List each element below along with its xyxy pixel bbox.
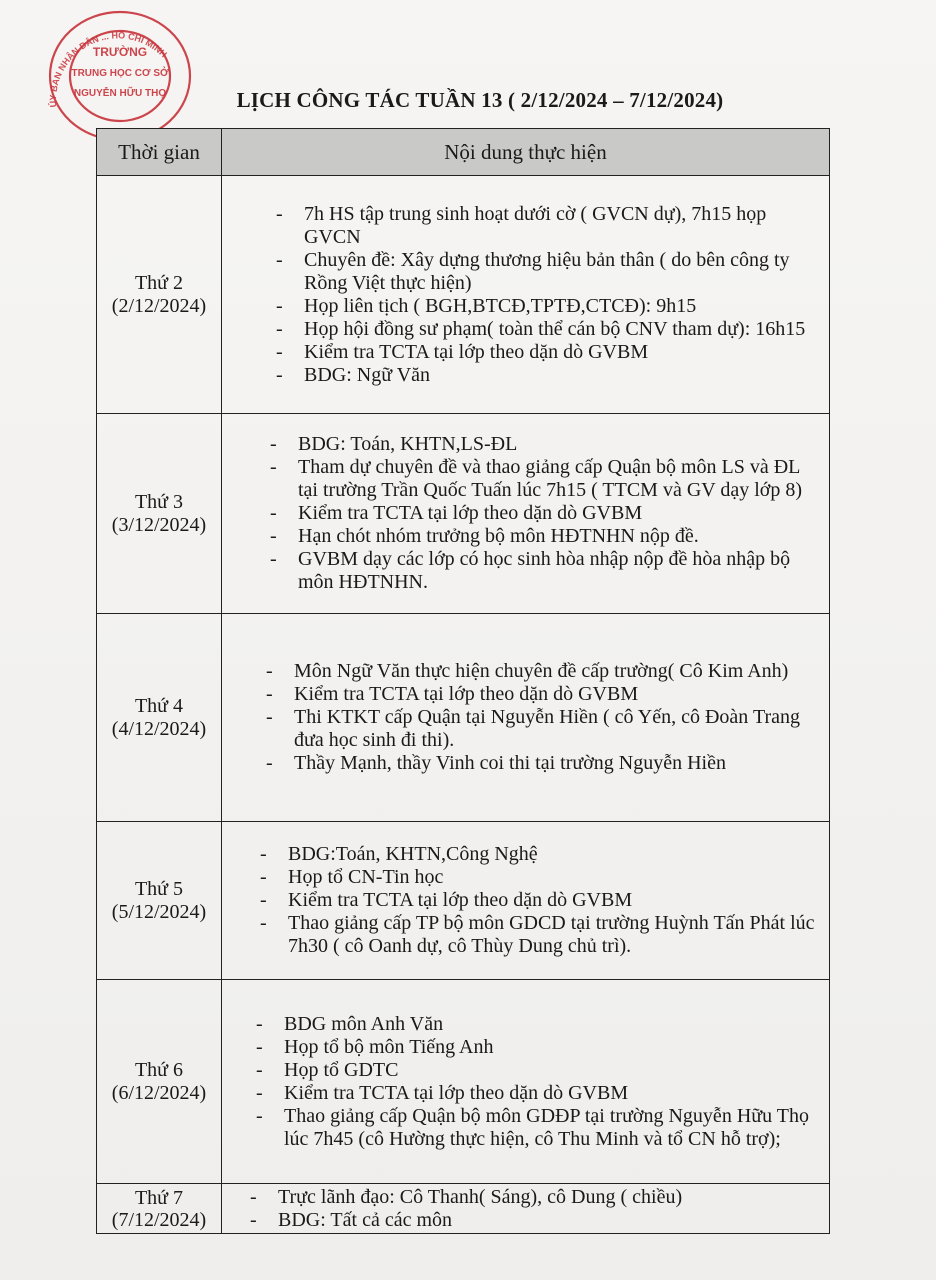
list-item: - BDG môn Anh Văn <box>256 1012 444 1035</box>
list-item: - Kiểm tra TCTA tại lớp theo dặn dò GVBM <box>256 1081 629 1104</box>
day-name: Thứ 5 <box>134 877 184 900</box>
school-stamp <box>28 6 198 146</box>
list-item: - Chuyên đề: Xây dựng thương hiệu bản thân ( do bên công ty Rồng Việt thực hiện) <box>276 248 790 294</box>
list-item: - Môn Ngữ Văn thực hiện chuyên đề cấp trường( Cô Kim Anh) <box>266 660 789 682</box>
list-item: - Kiểm tra TCTA tại lớp theo dặn dò GVBM <box>266 683 639 705</box>
list-item: - Kiểm tra TCTA tại lớp theo dặn dò GVBM <box>260 889 633 911</box>
content-cell <box>222 1184 830 1234</box>
list-item: - Kiểm tra TCTA tại lớp theo dặn dò GVBM <box>276 340 649 363</box>
day-date: (2/12/2024) <box>111 294 207 317</box>
list-item: - Thao giảng cấp Quận bộ môn GDĐP tại trường Nguyễn Hữu Thọ lúc 7h45 (cô Hường thực hiện, cô Thu Minh và tổ CN hỗ trợ); <box>256 1104 809 1150</box>
day-date: (6/12/2024) <box>111 1081 207 1104</box>
stamp-line-3: NGUYỄN HỮU THỌ <box>73 88 167 99</box>
stamp-ring-text: ỦY BAN NHÂN DÂN ... HỒ CHÍ MINH <box>47 30 169 108</box>
day-date: (3/12/2024) <box>111 513 207 536</box>
day-cell <box>97 614 222 822</box>
day-name: Thứ 4 <box>134 694 184 717</box>
day-cell <box>97 980 222 1184</box>
day-cell <box>97 414 222 614</box>
page-title: LỊCH CÔNG TÁC TUẦN 13 ( 2/12/2024 – 7/12/2024) <box>236 88 724 112</box>
list-item: - BDG: Toán, KHTN,LS-ĐL <box>270 433 518 455</box>
table-header-row <box>97 129 830 176</box>
table-row <box>97 822 830 980</box>
day-cell <box>97 1184 222 1234</box>
table-row <box>97 614 830 822</box>
list-item: - Họp tổ CN-Tin học <box>260 866 444 888</box>
day-name: Thứ 7 <box>134 1186 184 1209</box>
day-cell <box>97 176 222 414</box>
day-name: Thứ 6 <box>134 1058 184 1081</box>
list-item: - BDG: Tất cả các môn <box>250 1208 453 1231</box>
list-item: - BDG:Toán, KHTN,Công Nghệ <box>260 843 538 865</box>
header-time: Thời gian <box>97 129 222 176</box>
list-item: - Thi KTKT cấp Quận tại Nguyễn Hiền ( cô Yến, cô Đoàn Trang đưa học sinh đi thi). <box>266 706 800 751</box>
day-name: Thứ 2 <box>134 271 184 294</box>
content-cell <box>222 980 830 1184</box>
list-item: - GVBM dạy các lớp có học sinh hòa nhập nộp đề hòa nhập bộ môn HĐTNHN. <box>270 548 791 593</box>
schedule-table <box>96 128 830 1234</box>
content-cell <box>222 822 830 980</box>
list-item: - 7h HS tập trung sinh hoạt dưới cờ ( GVCN dự), 7h15 họp GVCN <box>276 202 767 248</box>
list-item: - Thầy Mạnh, thầy Vinh coi thi tại trường Nguyễn Hiền <box>266 752 726 774</box>
list-item: - Họp tổ bộ môn Tiếng Anh <box>256 1035 494 1058</box>
day-date: (4/12/2024) <box>111 717 207 740</box>
list-item: - Họp liên tịch ( BGH,BTCĐ,TPTĐ,CTCĐ): 9h15 <box>276 294 697 317</box>
stamp-line-2: TRUNG HỌC CƠ SỞ <box>71 68 169 79</box>
content-cell <box>222 614 830 822</box>
list-item: - Tham dự chuyên đề và thao giảng cấp Quận bộ môn LS và ĐL tại trường Trần Quốc Tuấn lúc 7h15 ( TTCM và GV dạy lớp 8) <box>270 456 803 501</box>
list-item: - Họp tổ GDTC <box>256 1058 399 1081</box>
list-item: - BDG: Ngữ Văn <box>276 363 431 386</box>
day-cell <box>97 822 222 980</box>
table-row <box>97 176 830 414</box>
list-item: - Họp hội đồng sư phạm( toàn thể cán bộ CNV tham dự): 16h15 <box>276 317 806 340</box>
header-content: Nội dung thực hiện <box>222 129 830 176</box>
content-cell <box>222 176 830 414</box>
day-name: Thứ 3 <box>134 490 184 513</box>
day-date: (7/12/2024) <box>111 1208 207 1231</box>
list-item: - Thao giảng cấp TP bộ môn GDCD tại trường Huỳnh Tấn Phát lúc 7h30 ( cô Oanh dự, cô Thùy Dung chủ trì). <box>260 912 815 957</box>
table-row <box>97 414 830 614</box>
content-cell <box>222 414 830 614</box>
list-item: - Kiểm tra TCTA tại lớp theo dặn dò GVBM <box>270 502 643 524</box>
list-item: - Trực lãnh đạo: Cô Thanh( Sáng), cô Dung ( chiều) <box>250 1185 683 1208</box>
list-item: - Hạn chót nhóm trưởng bộ môn HĐTNHN nộp đề. <box>270 525 699 547</box>
stamp-line-1: TRƯỜNG <box>92 45 148 59</box>
table-row <box>97 1184 830 1234</box>
day-date: (5/12/2024) <box>111 900 207 923</box>
table-row <box>97 980 830 1184</box>
